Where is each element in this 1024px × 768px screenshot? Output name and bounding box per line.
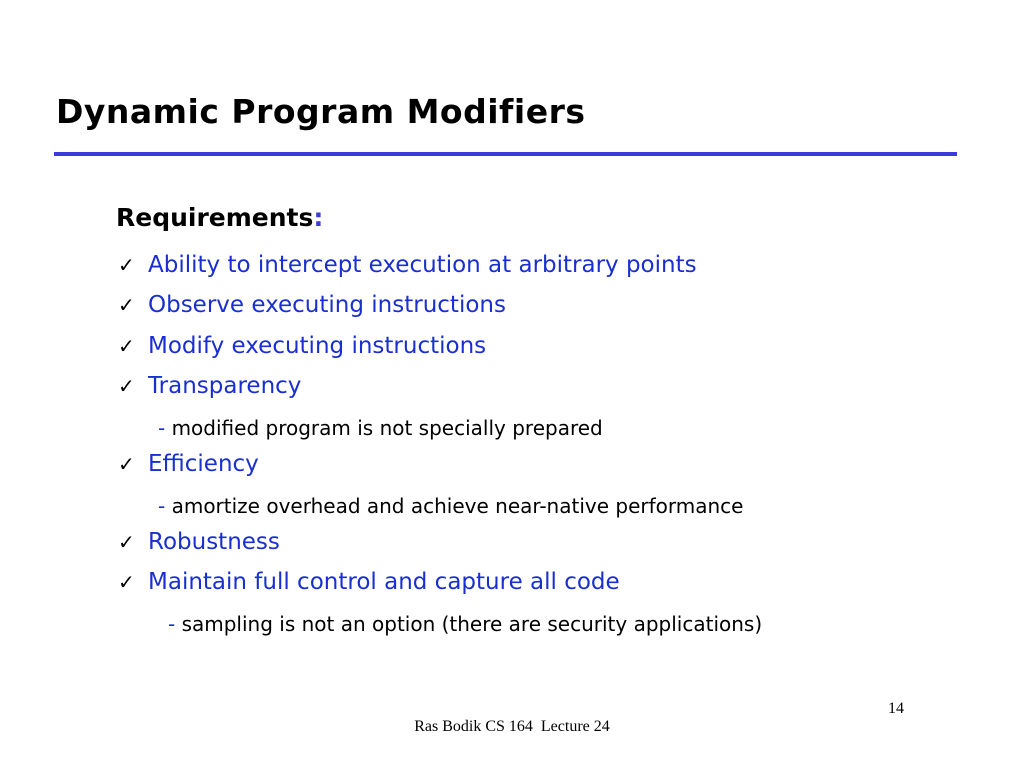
checkmark-icon: ✓ [118, 334, 135, 358]
list-item-text: Modify executing instructions [148, 333, 487, 359]
list-item-text: Maintain full control and capture all code [148, 569, 620, 595]
list-item [118, 569, 620, 595]
checkmark-icon: ✓ [118, 452, 135, 476]
sub-item-text: sampling is not an option (there are security applications) [181, 612, 763, 636]
slide-title: Dynamic Program Modifiers [56, 92, 586, 131]
sub-item [168, 612, 762, 636]
checkmark-icon: ✓ [118, 570, 135, 594]
list-item-text: Observe executing instructions [148, 292, 506, 318]
sub-item [158, 494, 743, 518]
list-item [118, 252, 697, 278]
list-item [118, 529, 280, 555]
dash-marker: - [168, 612, 176, 636]
checkmark-icon: ✓ [118, 374, 135, 398]
slide-footer: Ras Bodik CS 164 Lecture 24 [414, 718, 610, 735]
list-item-text: Transparency [148, 373, 302, 399]
list-item [118, 451, 259, 477]
title-underline [54, 152, 957, 156]
list-item [118, 373, 301, 399]
requirements-heading-colon: : [313, 203, 324, 232]
list-item [118, 333, 486, 359]
requirements-heading [116, 203, 323, 232]
checkmark-icon: ✓ [118, 253, 135, 277]
dash-marker: - [158, 494, 166, 518]
sub-item [158, 416, 603, 440]
list-item-text: Efficiency [148, 451, 259, 477]
list-item-text: Ability to intercept execution at arbitrary points [148, 252, 697, 278]
sub-item-text: modified program is not specially prepared [171, 416, 603, 440]
list-item-text: Robustness [148, 529, 280, 555]
sub-item-text: amortize overhead and achieve near-native performance [171, 494, 744, 518]
requirements-heading-text: Requirements [116, 203, 314, 232]
dash-marker: - [158, 416, 166, 440]
page-number: 14 [888, 700, 904, 717]
checkmark-icon: ✓ [118, 530, 135, 554]
list-item [118, 292, 506, 318]
checkmark-icon: ✓ [118, 293, 135, 317]
